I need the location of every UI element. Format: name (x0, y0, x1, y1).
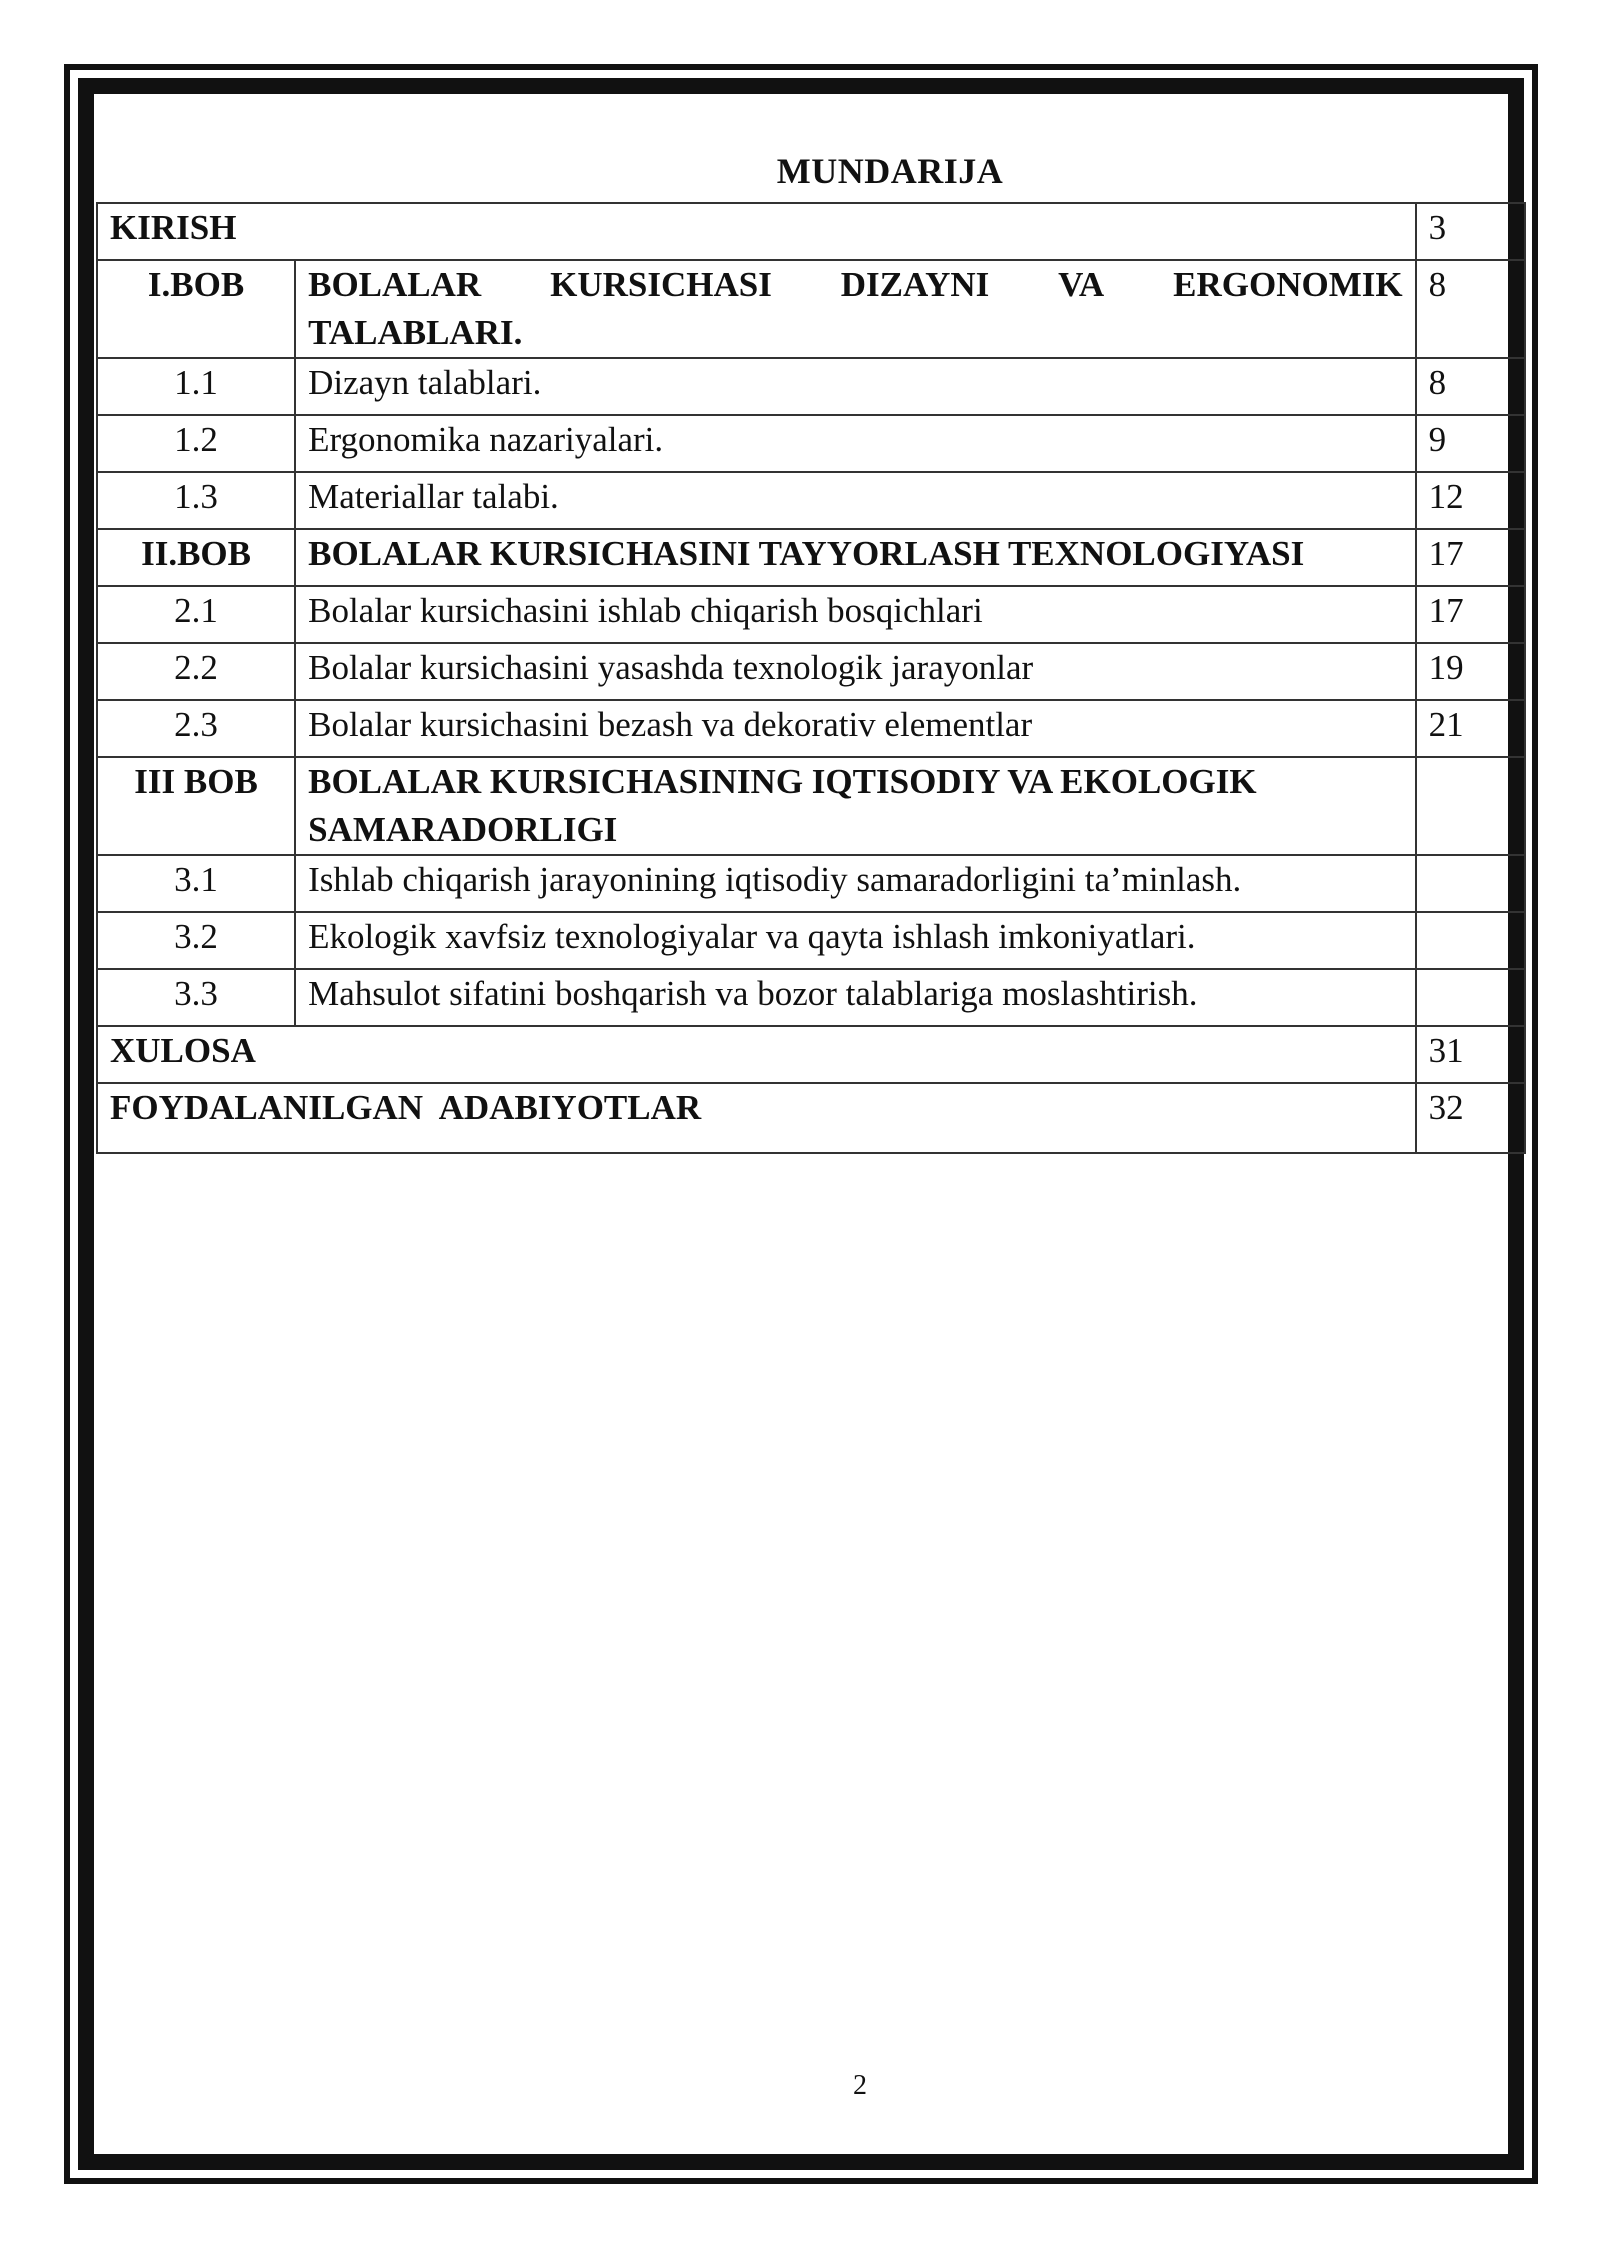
toc-row-3-3 (97, 969, 1525, 1026)
toc-2-2-text: Bolalar kursichasini yasashda texnologik jarayonlar (295, 643, 1416, 700)
toc-ch2-num: II.BOB (97, 529, 295, 586)
toc-3-2-text: Ekologik xavfsiz texnologiyalar va qayta ishlash imkoniyatlari. (295, 912, 1416, 969)
toc-row-1-3 (97, 472, 1525, 529)
toc-2-2-num: 2.2 (97, 643, 295, 700)
toc-row-conclusion (97, 1026, 1525, 1083)
toc-3-2-page (1416, 912, 1525, 969)
toc-1-3-text: Materiallar talabi. (295, 472, 1416, 529)
toc-1-1-num: 1.1 (97, 358, 295, 415)
toc-1-3-page: 12 (1416, 472, 1525, 529)
toc-conclusion-page: 31 (1416, 1026, 1525, 1083)
toc-row-3-2 (97, 912, 1525, 969)
toc-3-3-page (1416, 969, 1525, 1026)
page-number: 2 (853, 2070, 867, 2101)
toc-ch3-title (295, 757, 1416, 855)
toc-ch3-line1: BOLALAR KURSICHASINING IQTISODIY VA EKOLOGIK (308, 762, 1257, 801)
toc-intro-page: 3 (1416, 203, 1525, 260)
toc-2-3-page: 21 (1416, 700, 1525, 757)
toc-1-1-text: Dizayn talablari. (295, 358, 1416, 415)
toc-1-2-num: 1.2 (97, 415, 295, 472)
toc-references-page: 32 (1416, 1083, 1525, 1153)
toc-3-3-num: 3.3 (97, 969, 295, 1026)
toc-3-2-num: 3.2 (97, 912, 295, 969)
toc-2-1-num: 2.1 (97, 586, 295, 643)
toc-row-chapter-3 (97, 757, 1525, 855)
toc-row-references (97, 1083, 1525, 1153)
toc-ch3-page (1416, 757, 1525, 855)
toc-ch1-word: BOLALAR (308, 265, 482, 304)
toc-ch1-line2: TALABLARI. (308, 313, 523, 352)
page-title: MUNDARIJA (776, 151, 1004, 191)
toc-row-1-2 (97, 415, 1525, 472)
toc-ch3-num: III BOB (97, 757, 295, 855)
toc-row-2-1 (97, 586, 1525, 643)
toc-ch1-word: KURSICHASI (550, 265, 772, 304)
toc-ch1-word: DIZAYNI (840, 265, 990, 304)
toc-ch1-word: VA (1058, 265, 1105, 304)
toc-row-1-1 (97, 358, 1525, 415)
toc-3-1-page (1416, 855, 1525, 912)
toc-references-label (97, 1083, 1416, 1153)
toc-row-2-2 (97, 643, 1525, 700)
toc-ch1-title (295, 260, 1416, 358)
toc-3-1-text: Ishlab chiqarish jarayonining iqtisodiy samaradorligini ta’minlash. (295, 855, 1416, 912)
toc-1-1-page: 8 (1416, 358, 1525, 415)
toc-ch2-title: BOLALAR KURSICHASINI TAYYORLASH TEXNOLOGIYASI (295, 529, 1416, 586)
toc-2-2-page: 19 (1416, 643, 1525, 700)
toc-2-1-page: 17 (1416, 586, 1525, 643)
toc-ch2-page: 17 (1416, 529, 1525, 586)
toc-3-1-num: 3.1 (97, 855, 295, 912)
toc-row-intro (97, 203, 1525, 260)
toc-conclusion-label: XULOSA (97, 1026, 1416, 1083)
toc-ch1-page: 8 (1416, 260, 1525, 358)
toc-ch3-line2: SAMARADORLIGI (308, 810, 618, 849)
toc-row-chapter-1 (97, 260, 1525, 358)
toc-intro-label: KIRISH (97, 203, 1416, 260)
toc-1-2-page: 9 (1416, 415, 1525, 472)
toc-row-3-1 (97, 855, 1525, 912)
toc-ch1-word: ERGONOMIK (1173, 265, 1403, 304)
toc-1-2-text: Ergonomika nazariyalari. (295, 415, 1416, 472)
toc-row-chapter-2 (97, 529, 1525, 586)
toc-references-text: FOYDALANILGAN ADABIYOTLAR (110, 1088, 702, 1127)
table-of-contents (96, 202, 1526, 1154)
toc-2-3-num: 2.3 (97, 700, 295, 757)
toc-ch1-num: I.BOB (97, 260, 295, 358)
toc-2-1-text: Bolalar kursichasini ishlab chiqarish bosqichlari (295, 586, 1416, 643)
toc-3-3-text: Mahsulot sifatini boshqarish va bozor talablariga moslashtirish. (295, 969, 1416, 1026)
toc-row-2-3 (97, 700, 1525, 757)
toc-2-3-text: Bolalar kursichasini bezash va dekorativ elementlar (295, 700, 1416, 757)
toc-ch1-line1 (308, 261, 1403, 309)
toc-1-3-num: 1.3 (97, 472, 295, 529)
